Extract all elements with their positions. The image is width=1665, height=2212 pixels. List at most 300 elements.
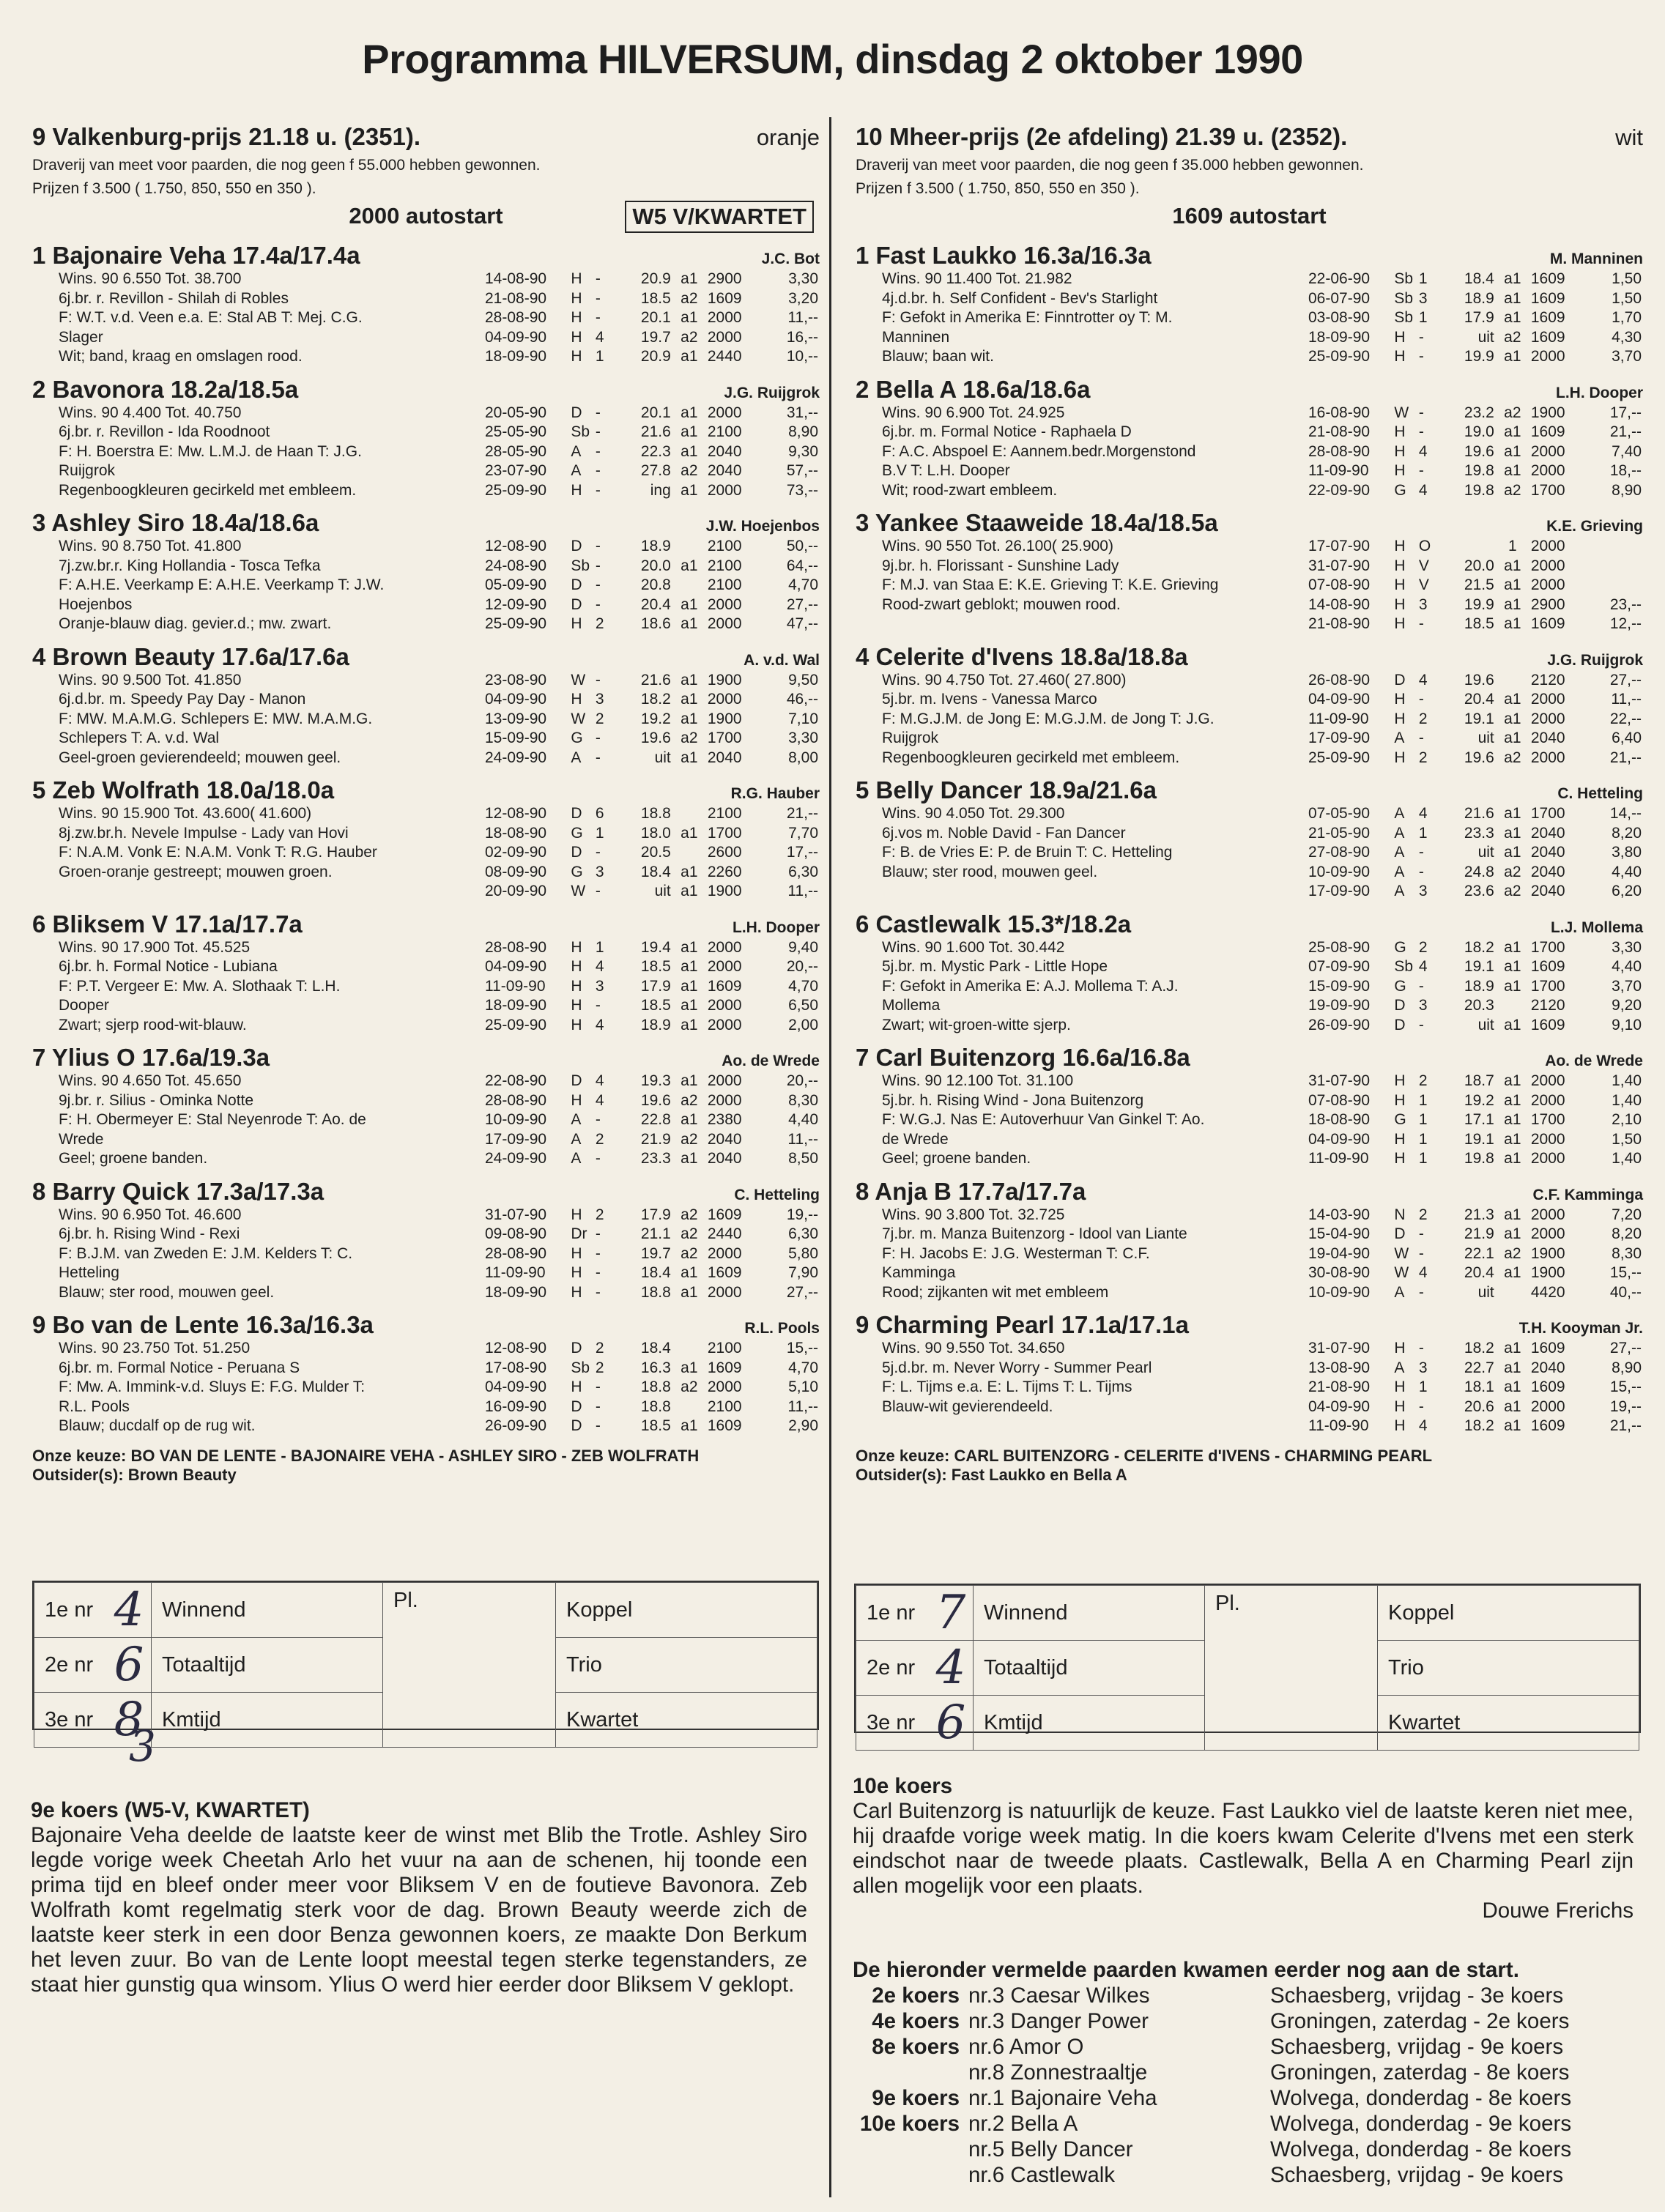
result-cell: 1	[595, 348, 604, 365]
info-line: 5j.br. m. Mystic Park - Little Hope	[882, 958, 1108, 975]
earlier-where: Schaesberg, vrijdag - 9e koers	[1270, 2163, 1564, 2187]
result-cell	[672, 537, 706, 557]
prediction-row	[34, 1583, 817, 1638]
result-cell: 4	[1418, 805, 1428, 822]
result-cell: 25-09-90	[1308, 348, 1371, 365]
result-cell: Sb	[571, 423, 590, 440]
result-cell: 22-09-90	[1308, 481, 1371, 499]
result-cell: 18-08-90	[1308, 1111, 1371, 1128]
result-cell: 7,90	[788, 1264, 818, 1281]
earlier-race	[853, 2162, 964, 2188]
result-cell: 10-09-90	[485, 1111, 547, 1128]
result-cell: 2000	[707, 1016, 742, 1033]
result-cell: 21.6	[640, 671, 671, 689]
result-cell: 1609	[1530, 1016, 1565, 1033]
result-cell: D	[571, 1417, 582, 1434]
result-cell: 28-08-90	[485, 1244, 547, 1262]
result-cell: 2	[1418, 710, 1428, 727]
result-cell: 7,20	[1612, 1206, 1642, 1223]
result-cell: 4	[1418, 1417, 1428, 1434]
result-cell: 19.6	[1464, 749, 1494, 766]
result-row	[483, 595, 820, 615]
result-cell: W	[571, 883, 586, 899]
result-cell: 2	[1418, 1072, 1428, 1089]
result-cell: 2000	[1530, 691, 1565, 708]
result-cell: uit	[1477, 1016, 1494, 1033]
result-cell	[1496, 996, 1529, 1016]
earlier-horse: nr.1 Bajonaire Veha	[968, 2086, 1157, 2110]
info-line: 5j.br. m. Ivens - Vanessa Marco	[882, 691, 1097, 708]
result-cell: -	[1418, 348, 1424, 365]
info-line: F: W.G.J. Nas E: Autoverhuur Van Ginkel T: Ao.	[882, 1111, 1205, 1128]
result-cell: a1	[681, 595, 698, 613]
results-table	[1307, 1206, 1643, 1303]
horse-body	[856, 671, 1643, 768]
info-line: 6j.br. h. Rising Wind - Rexi	[59, 1225, 240, 1242]
info-line: Wins. 90 9.550 Tot. 34.650	[882, 1340, 1065, 1356]
result-row	[483, 1016, 820, 1036]
result-row	[1307, 576, 1643, 595]
result-cell: W	[571, 710, 586, 727]
result-cell	[1579, 537, 1643, 557]
result-cell: 3,70	[1612, 977, 1642, 995]
info-line: Rood-zwart geblokt; mouwen rood.	[882, 595, 1121, 613]
result-cell: a1	[1504, 309, 1521, 326]
result-cell: A	[571, 1130, 582, 1148]
result-cell: 2900	[1530, 595, 1565, 613]
info-line: 6j.br. r. Revillon - Shilah di Robles	[59, 289, 289, 307]
info-line: Wins. 90 6.550 Tot. 38.700	[59, 270, 242, 287]
result-cell: H	[1394, 576, 1406, 593]
result-cell: 07-08-90	[1308, 1091, 1371, 1109]
horse-header	[856, 1044, 1643, 1072]
horse-name: 4 Celerite d'Ivens 18.8a/18.8a	[856, 642, 1188, 670]
result-cell: A	[1394, 1283, 1405, 1301]
driver-name: T.H. Kooyman Jr.	[1518, 1320, 1643, 1337]
result-cell: 4	[595, 328, 604, 346]
info-line: Hetteling	[59, 1264, 119, 1281]
result-cell: 26-09-90	[1308, 1016, 1371, 1033]
result-cell: 07-09-90	[1308, 958, 1371, 975]
result-cell: 27,--	[1609, 1340, 1642, 1356]
result-cell: 19.6	[640, 1091, 671, 1109]
result-cell: 2000	[707, 1244, 742, 1262]
results-table	[1307, 1072, 1643, 1169]
horse-info	[32, 1339, 483, 1436]
result-cell: 2000	[707, 938, 742, 956]
result-cell: 14-03-90	[1308, 1206, 1371, 1223]
result-cell: a2	[681, 730, 698, 746]
result-cell: 2	[595, 1130, 604, 1148]
result-cell: 20-09-90	[485, 883, 547, 899]
result-cell: 18.4	[640, 1264, 671, 1281]
result-cell: 11,--	[1611, 691, 1642, 708]
result-cell: 19.9	[1464, 595, 1494, 613]
result-cell: a1	[681, 1264, 698, 1281]
result-cell: 4	[595, 1091, 604, 1109]
result-cell: 4	[1418, 671, 1428, 689]
earlier-horse: nr.3 Danger Power	[968, 2009, 1149, 2033]
result-cell	[672, 576, 706, 595]
result-cell: 4,70	[788, 576, 818, 593]
result-cell: a1	[681, 824, 698, 842]
result-cell: 20.4	[640, 595, 671, 613]
column-divider	[829, 117, 831, 2197]
result-cell: 1609	[707, 1264, 742, 1281]
result-cell: -	[595, 749, 601, 766]
result-cell: uit	[654, 749, 671, 766]
horse-name: 2 Bella A 18.6a/18.6a	[856, 375, 1091, 403]
result-cell: a2	[681, 1206, 698, 1223]
result-cell: a1	[1504, 1417, 1521, 1434]
earlier-horse: nr.5 Belly Dancer	[968, 2137, 1133, 2161]
our-choice	[856, 1447, 1643, 1485]
results-table	[483, 804, 820, 902]
result-cell: 4,40	[1612, 958, 1642, 975]
result-row	[483, 977, 820, 997]
result-row	[483, 481, 820, 501]
result-cell: 04-09-90	[1308, 691, 1371, 708]
horse-header	[856, 910, 1643, 938]
result-cell	[672, 804, 706, 824]
horse-name: 6 Castlewalk 15.3*/18.2a	[856, 910, 1132, 938]
result-cell: 1700	[1530, 938, 1565, 956]
horse-body	[856, 1206, 1643, 1303]
result-cell: 18.2	[1464, 1417, 1494, 1434]
info-line: Mollema	[882, 997, 941, 1014]
result-cell: -	[595, 576, 601, 593]
result-cell: -	[595, 481, 601, 499]
result-cell: 2900	[707, 270, 742, 287]
result-cell: D	[571, 1398, 582, 1415]
result-row	[1307, 863, 1643, 883]
result-cell: a1	[1504, 844, 1521, 861]
prediction-label: Kmtijd	[152, 1693, 383, 1748]
result-cell: 12-08-90	[485, 538, 547, 554]
result-cell: D	[571, 805, 582, 822]
result-cell: 2040	[1530, 824, 1565, 842]
result-row	[483, 843, 820, 863]
results-table	[1307, 537, 1643, 634]
result-row	[1307, 423, 1643, 442]
info-line: F: H. Jacobs E: J.G. Westerman T: C.F.	[882, 1244, 1150, 1262]
driver-name: Ao. de Wrede	[1545, 1053, 1643, 1069]
horse-info	[856, 938, 1307, 1036]
horse-results	[483, 1206, 820, 1303]
info-line: Ruijgrok	[59, 462, 116, 479]
result-cell: 1,50	[1612, 1130, 1642, 1148]
result-cell: 11-09-90	[485, 977, 546, 995]
result-cell: H	[571, 1264, 582, 1281]
result-cell: a2	[681, 289, 698, 307]
result-cell: 19.0	[1464, 423, 1494, 440]
result-row	[1307, 615, 1643, 634]
result-cell: 18.8	[640, 1378, 671, 1395]
result-cell: D	[571, 1340, 582, 1356]
horse-name: 3 Ashley Siro 18.4a/18.6a	[32, 509, 319, 536]
result-cell: 3,30	[1612, 938, 1642, 956]
info-line: F: N.A.M. Vonk E: N.A.M. Vonk T: R.G. Hauber	[59, 844, 377, 861]
choice-text: Onze keuze: BO VAN DE LENTE - BAJONAIRE VEHA - ASHLEY SIRO - ZEB WOLFRATH	[32, 1446, 700, 1465]
result-cell: 18.9	[640, 538, 671, 554]
result-cell: 20.8	[640, 576, 671, 593]
result-cell: 28-05-90	[485, 442, 547, 460]
result-cell: 20.0	[1464, 557, 1494, 574]
result-row	[1307, 729, 1643, 749]
info-line: Dooper	[59, 997, 109, 1014]
result-cell: H	[571, 997, 582, 1014]
result-cell: 04-09-90	[485, 958, 547, 975]
result-cell: -	[595, 595, 601, 613]
result-cell	[1496, 671, 1529, 691]
earlier-row	[853, 2085, 1576, 2111]
commentary-author: Douwe Frerichs	[1482, 1899, 1634, 1923]
result-cell: H	[1394, 749, 1406, 766]
result-cell: 22-06-90	[1308, 270, 1371, 287]
result-cell: -	[595, 671, 601, 689]
result-cell: 11-09-90	[1308, 462, 1369, 479]
result-cell: -	[1418, 1340, 1424, 1356]
result-cell: -	[1418, 1244, 1424, 1262]
result-cell: 4,40	[1612, 863, 1642, 880]
result-cell: 21,--	[1609, 423, 1642, 440]
result-row	[483, 671, 820, 691]
result-cell: 12,--	[1609, 615, 1642, 632]
earlier-horse: nr.6 Amor O	[968, 2035, 1084, 2059]
result-cell: H	[571, 348, 582, 365]
driver-name: J.C. Bot	[761, 250, 820, 267]
result-cell: 17,--	[786, 844, 818, 861]
result-cell: a1	[1504, 730, 1521, 746]
result-cell: A	[571, 1150, 582, 1167]
result-row	[483, 270, 820, 289]
info-line: F: H. Boerstra E: Mw. L.M.J. de Haan T: J.G.	[59, 442, 362, 460]
result-cell: 8,20	[1612, 824, 1642, 842]
result-cell: 1,70	[1612, 309, 1642, 326]
result-cell: W	[1394, 1264, 1409, 1281]
result-cell: 3	[595, 691, 604, 708]
horse-body	[856, 270, 1643, 367]
result-row	[1307, 882, 1643, 902]
result-row	[483, 289, 820, 309]
result-cell: -	[1418, 863, 1424, 880]
info-line: Wit; rood-zwart embleem.	[882, 481, 1058, 499]
result-cell: 19.2	[640, 710, 671, 727]
result-cell: 19.1	[1464, 958, 1494, 975]
result-row	[483, 1417, 820, 1436]
result-cell: D	[571, 576, 582, 593]
result-cell: 1,40	[1612, 1091, 1642, 1109]
result-row	[1307, 996, 1643, 1016]
info-line: Wins. 90 23.750 Tot. 51.250	[59, 1340, 251, 1356]
result-cell: a1	[681, 557, 698, 574]
result-cell: 1609	[1530, 1417, 1565, 1434]
result-cell: a1	[681, 404, 698, 421]
result-cell: 8,30	[788, 1091, 818, 1109]
result-cell: H	[1394, 691, 1406, 708]
result-cell: 16-08-90	[1308, 404, 1371, 421]
result-cell: 1	[1418, 309, 1428, 326]
results-table	[483, 938, 820, 1036]
earlier-heading: De hieronder vermelde paarden kwamen eerder nog aan de start.	[853, 1958, 1519, 1982]
result-cell: 7,70	[788, 824, 818, 842]
prediction-label: Winnend	[152, 1583, 383, 1638]
info-line: Regenboogkleuren gecirkeld met embleem.	[882, 749, 1180, 766]
results-table	[483, 1072, 820, 1169]
horse-name: 4 Brown Beauty 17.6a/17.6a	[32, 642, 349, 670]
results-table	[483, 270, 820, 367]
result-cell: a2	[681, 462, 698, 479]
result-cell: 18-08-90	[485, 824, 547, 842]
result-cell: 2000	[1530, 1091, 1565, 1109]
result-cell: 05-09-90	[485, 576, 547, 593]
horse-entry	[856, 509, 1643, 634]
result-cell: W	[571, 671, 586, 689]
result-cell: 1	[1418, 1378, 1428, 1395]
info-line: 9j.br. h. Florissant - Sunshine Lady	[882, 557, 1119, 574]
result-cell: 18-09-90	[485, 348, 547, 365]
result-cell: 17-09-90	[485, 1130, 547, 1148]
result-cell: 23.6	[1464, 883, 1494, 899]
result-cell: 2000	[707, 958, 742, 975]
result-cell: 50,--	[786, 538, 818, 554]
prediction-bet: Kwartet	[1378, 1696, 1639, 1751]
result-cell: 25-08-90	[1308, 938, 1371, 956]
result-cell: 08-09-90	[485, 863, 547, 880]
result-cell: 3	[1418, 1359, 1428, 1376]
result-cell: 20.1	[640, 309, 671, 326]
result-cell: a1	[1504, 1091, 1521, 1109]
result-cell: -	[595, 1398, 601, 1415]
horse-results	[483, 938, 820, 1036]
result-cell: -	[595, 1417, 601, 1434]
results-table	[483, 1339, 820, 1436]
result-cell: 2000	[1530, 1206, 1565, 1223]
horse-results	[1307, 938, 1643, 1036]
result-row	[1307, 1339, 1643, 1359]
result-row	[1307, 481, 1643, 501]
horse-body	[856, 938, 1643, 1036]
result-cell: 7,10	[788, 710, 818, 727]
result-cell: a1	[681, 977, 698, 995]
earlier-race: 10e koers	[859, 2112, 960, 2136]
results-table	[483, 404, 820, 501]
horse-name: 5 Zeb Wolfrath 18.0a/18.0a	[32, 776, 335, 803]
horse-entry	[856, 1044, 1643, 1169]
info-line: Wins. 90 11.400 Tot. 21.982	[882, 270, 1072, 287]
result-cell: 14-08-90	[485, 270, 547, 287]
result-cell: 21.3	[1464, 1206, 1494, 1223]
earlier-row	[853, 2111, 1576, 2137]
result-row	[1307, 710, 1643, 730]
result-cell: 2000	[1530, 1398, 1565, 1415]
result-cell: 9,40	[788, 938, 818, 956]
result-cell: H	[1394, 1091, 1406, 1109]
horse-entry	[32, 643, 820, 768]
horse-info	[32, 270, 483, 367]
result-cell: a1	[1504, 691, 1521, 708]
results-table	[1307, 938, 1643, 1036]
horse-header	[856, 242, 1643, 270]
result-cell: 2600	[707, 844, 742, 861]
earlier-where: Wolvega, donderdag - 8e koers	[1270, 2086, 1572, 2110]
result-cell: -	[595, 1111, 601, 1128]
result-cell: -	[595, 1225, 601, 1242]
info-line: Wins. 90 1.600 Tot. 30.442	[882, 938, 1065, 956]
earlier-where: Schaesberg, vrijdag - 9e koers	[1270, 2035, 1564, 2059]
horse-entry	[32, 1311, 820, 1436]
result-cell: 28-08-90	[485, 1091, 547, 1109]
results-table	[1307, 1339, 1643, 1436]
result-cell: 1609	[707, 289, 742, 307]
info-line: Wins. 90 6.900 Tot. 24.925	[882, 404, 1065, 421]
info-line: Blauw; ducdalf op de rug wit.	[59, 1417, 256, 1434]
horse-info	[856, 270, 1307, 367]
result-cell: 2040	[1530, 844, 1565, 861]
earlier-race: 4e koers	[872, 2009, 960, 2033]
result-cell: 4	[1418, 1264, 1428, 1281]
driver-name: R.L. Pools	[744, 1320, 820, 1337]
result-cell: H	[1394, 557, 1406, 574]
result-cell: a1	[681, 423, 698, 440]
horse-header	[856, 376, 1643, 404]
result-cell: ing	[650, 481, 671, 499]
info-line: Blauw-wit gevierendeeld.	[882, 1398, 1053, 1415]
result-cell: a1	[1504, 1264, 1521, 1281]
horse-header	[856, 1178, 1643, 1206]
result-cell: 31,--	[786, 404, 818, 421]
result-cell: 18.8	[640, 1398, 671, 1415]
prediction-rank: 3e nr	[856, 1696, 930, 1751]
result-cell: 07-05-90	[1308, 805, 1371, 822]
result-cell: 11-09-90	[485, 1264, 546, 1281]
horse-results	[483, 804, 820, 902]
info-line: F: B. de Vries E: P. de Bruin T: C. Hetteling	[882, 844, 1173, 861]
result-cell: -	[595, 423, 601, 440]
result-cell: 1609	[707, 977, 742, 995]
result-cell: a2	[1504, 1244, 1521, 1262]
handwritten-number: 4	[929, 1641, 974, 1696]
info-line: 6j.br. m. Formal Notice - Peruana S	[59, 1359, 300, 1376]
prediction-rank: 2e nr	[34, 1638, 108, 1693]
commentary-left	[31, 1798, 807, 1997]
result-cell: H	[571, 1378, 582, 1395]
result-cell: a1	[1504, 270, 1521, 287]
result-cell: a1	[1504, 977, 1521, 995]
result-cell	[672, 843, 706, 863]
prediction-rank: 2e nr	[856, 1641, 930, 1696]
horse-results	[1307, 1339, 1643, 1436]
result-cell: 20.6	[1464, 1398, 1494, 1415]
result-row	[1307, 347, 1643, 367]
result-cell: G	[1394, 938, 1406, 956]
horse-entry	[856, 643, 1643, 768]
result-cell: 11,--	[787, 1130, 818, 1148]
horse-results	[483, 537, 820, 634]
result-cell: 2	[595, 710, 604, 727]
result-cell: 1900	[1530, 1244, 1565, 1262]
result-row	[483, 347, 820, 367]
earlier-where: Groningen, zaterdag - 8e koers	[1270, 2060, 1570, 2085]
result-cell	[672, 1398, 706, 1417]
result-cell: 2380	[707, 1111, 742, 1128]
info-line: Wins. 90 8.750 Tot. 41.800	[59, 538, 242, 554]
result-cell: 1	[1418, 1130, 1428, 1148]
result-row	[483, 996, 820, 1016]
our-choice	[32, 1447, 820, 1485]
result-cell: 2100	[707, 1398, 742, 1415]
result-cell: 25-09-90	[1308, 749, 1371, 766]
